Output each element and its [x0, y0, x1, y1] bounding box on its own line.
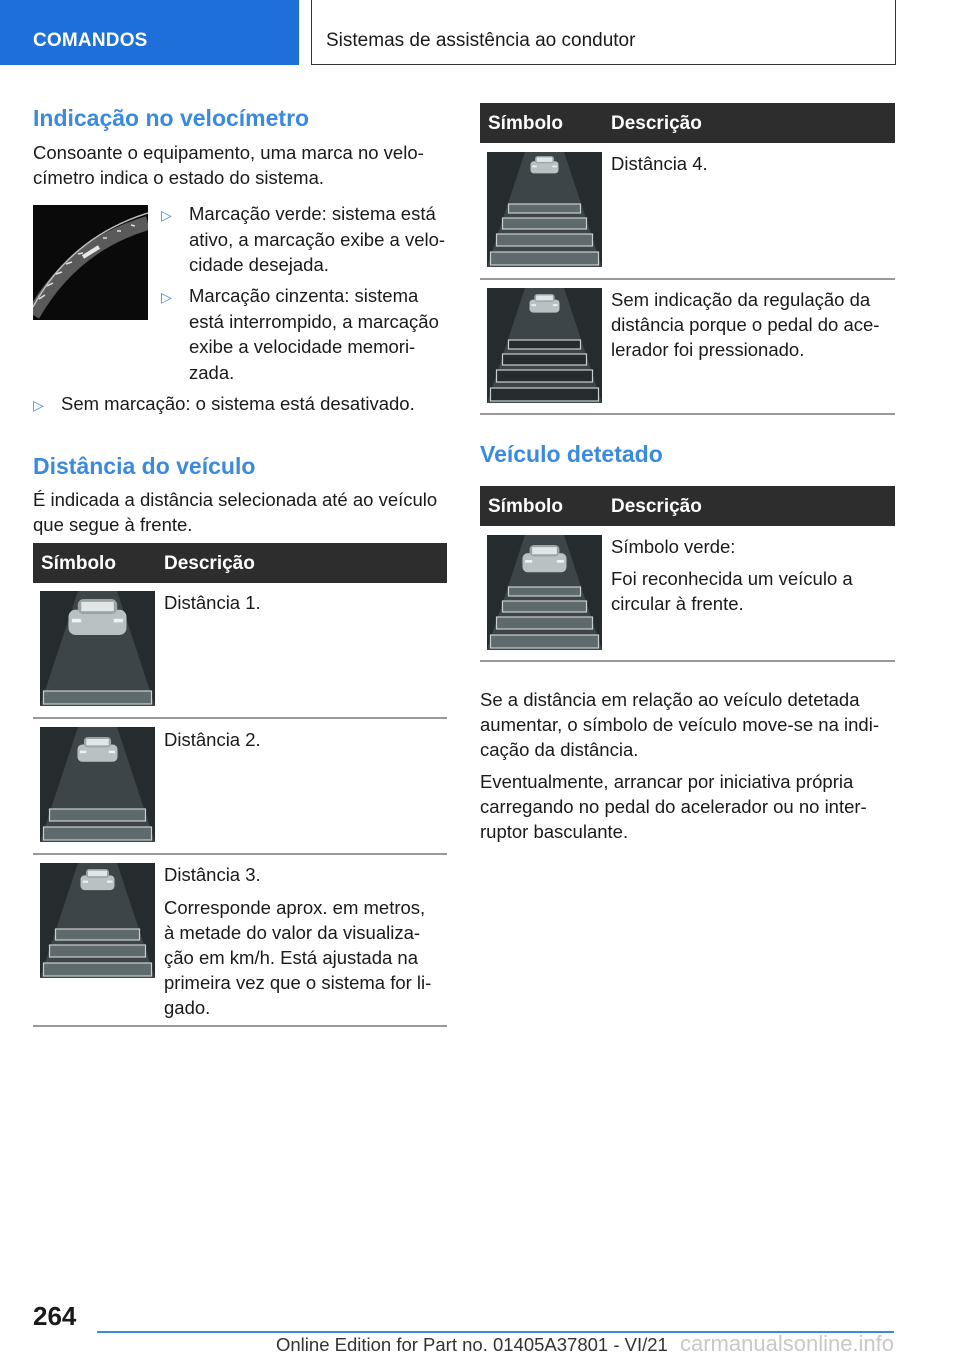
detected-line-2: Foi reconhecida um veículo a: [611, 568, 853, 589]
bullet-triangle-icon: ▷: [33, 397, 44, 413]
table-row-divider: [33, 717, 447, 719]
distance-bar: [50, 945, 146, 957]
distance-bar: [503, 601, 587, 612]
distance-1-desc: Distância 1.: [164, 592, 261, 613]
distance-4-desc: Distância 4.: [611, 153, 708, 174]
vehicle-detected-symbol: [487, 535, 602, 650]
distance-2-symbol: [40, 727, 155, 842]
distance-bar: [50, 809, 146, 821]
table-row-divider: [480, 278, 895, 280]
header-section-tab: [0, 0, 299, 65]
header-chapter-box: [311, 0, 896, 65]
bullet-grey-line-3: exibe a velocidade memori-: [189, 336, 416, 357]
distance-4-symbol: [487, 152, 602, 267]
distance-3-desc: Distância 3.: [164, 864, 261, 885]
distance-bar: [56, 929, 140, 940]
distance-bar: [497, 234, 593, 246]
detected-para-2-line-2: carregando no pedal do acelerador ou no inter-: [480, 796, 867, 817]
col-description-header: Descrição: [611, 113, 702, 134]
bullet-grey-line-1: Marcação cinzenta: sistema: [189, 285, 419, 306]
distance-bar: [44, 827, 152, 840]
header-chapter-label: Sistemas de assistência ao condutor: [326, 30, 636, 51]
table-row-divider: [480, 660, 895, 662]
speedo-intro-line-1: Consoante o equipamento, uma marca no velo-: [33, 142, 424, 163]
page-number: 264: [33, 1301, 77, 1331]
bullet-triangle-icon: ▷: [161, 207, 172, 223]
table-row-divider: [33, 1025, 447, 1027]
detected-para-1-line-3: cação da distância.: [480, 739, 639, 760]
bullet-triangle-icon: ▷: [161, 289, 172, 305]
distance-intro-line-1: É indicada a distância selecionada até ao veículo: [33, 489, 438, 510]
no-regulation-line-1: Sem indicação da regulação da: [611, 289, 871, 310]
distance-3-note-line-5: gado.: [164, 997, 211, 1018]
col-symbol-header: Símbolo: [488, 496, 563, 517]
detected-section-title: Veículo detetado: [480, 441, 663, 467]
distance-bar: [491, 635, 599, 648]
distance-bar: [503, 354, 587, 365]
distance-bar: [497, 617, 593, 629]
distance-3-note-line-2: à metade do valor da visualiza-: [164, 922, 421, 943]
distance-3-note-line-4: primeira vez que o sistema for li-: [164, 972, 432, 993]
distance-1-symbol: [40, 591, 155, 706]
distance-bar: [491, 252, 599, 265]
distance-section-title: Distância do veículo: [33, 453, 256, 479]
bullet-grey-line-4: zada.: [189, 361, 235, 383]
bullet-green-line-1: Marcação verde: sistema está: [189, 203, 436, 224]
bullet-grey-line-2: está interrompido, a marcação: [189, 310, 439, 332]
speedo-intro-line-2: címetro indica o estado do sistema.: [33, 167, 325, 188]
detected-line-3: circular à frente.: [611, 593, 744, 614]
distance-bar: [509, 340, 581, 349]
detected-para-2-line-3: ruptor basculante.: [480, 821, 629, 842]
table-row-divider: [480, 413, 895, 415]
speedometer-marker-image: [33, 205, 148, 320]
speedo-section-title: Indicação no velocímetro: [33, 105, 310, 131]
detected-para-2-line-1: Eventualmente, arrancar por iniciativa própria: [480, 771, 854, 792]
distance-3-symbol: [40, 863, 155, 978]
distance-3-note-line-1: Corresponde aprox. em metros,: [164, 897, 426, 918]
no-regulation-symbol: [487, 288, 602, 403]
distance-3-note-line-3: ção em km/h. Está ajustada na: [164, 947, 418, 968]
right-table-header: [480, 103, 895, 143]
table-row-divider: [33, 853, 447, 855]
distance-table-header: [33, 543, 447, 583]
footer-edition: Online Edition for Part no. 01405A37801 - VI/21: [276, 1334, 668, 1355]
col-symbol-header: Símbolo: [41, 553, 116, 574]
no-regulation-line-3: lerador foi pressionado.: [611, 339, 805, 360]
bullet-none-text: Sem marcação: o sistema está desativado.: [61, 393, 415, 414]
header-section-label: COMANDOS: [33, 30, 148, 51]
distance-bar: [44, 963, 152, 976]
distance-bar: [509, 204, 581, 213]
col-description-header: Descrição: [611, 496, 702, 517]
distance-bar: [497, 370, 593, 382]
distance-bar: [503, 218, 587, 229]
distance-bar: [509, 587, 581, 596]
no-regulation-line-2: distância porque o pedal do ace-: [611, 314, 880, 335]
detected-para-1-line-1: Se a distância em relação ao veículo detetada: [480, 689, 860, 710]
bullet-green-line-2: ativo, a marcação exibe a velo-: [189, 228, 446, 250]
watermark: carmanualsonline.info: [680, 1331, 895, 1356]
distance-bar: [44, 691, 152, 704]
distance-2-desc: Distância 2.: [164, 729, 261, 750]
bullet-green-line-3: cidade desejada.: [189, 254, 329, 275]
distance-bar: [491, 388, 599, 401]
detected-line-1: Símbolo verde:: [611, 536, 736, 557]
col-description-header: Descrição: [164, 553, 255, 574]
col-symbol-header: Símbolo: [488, 113, 563, 134]
detected-para-1-line-2: aumentar, o símbolo de veículo move-se na indi-: [480, 714, 879, 735]
detected-table-header: [480, 486, 895, 526]
distance-intro-line-2: que segue à frente.: [33, 514, 193, 535]
